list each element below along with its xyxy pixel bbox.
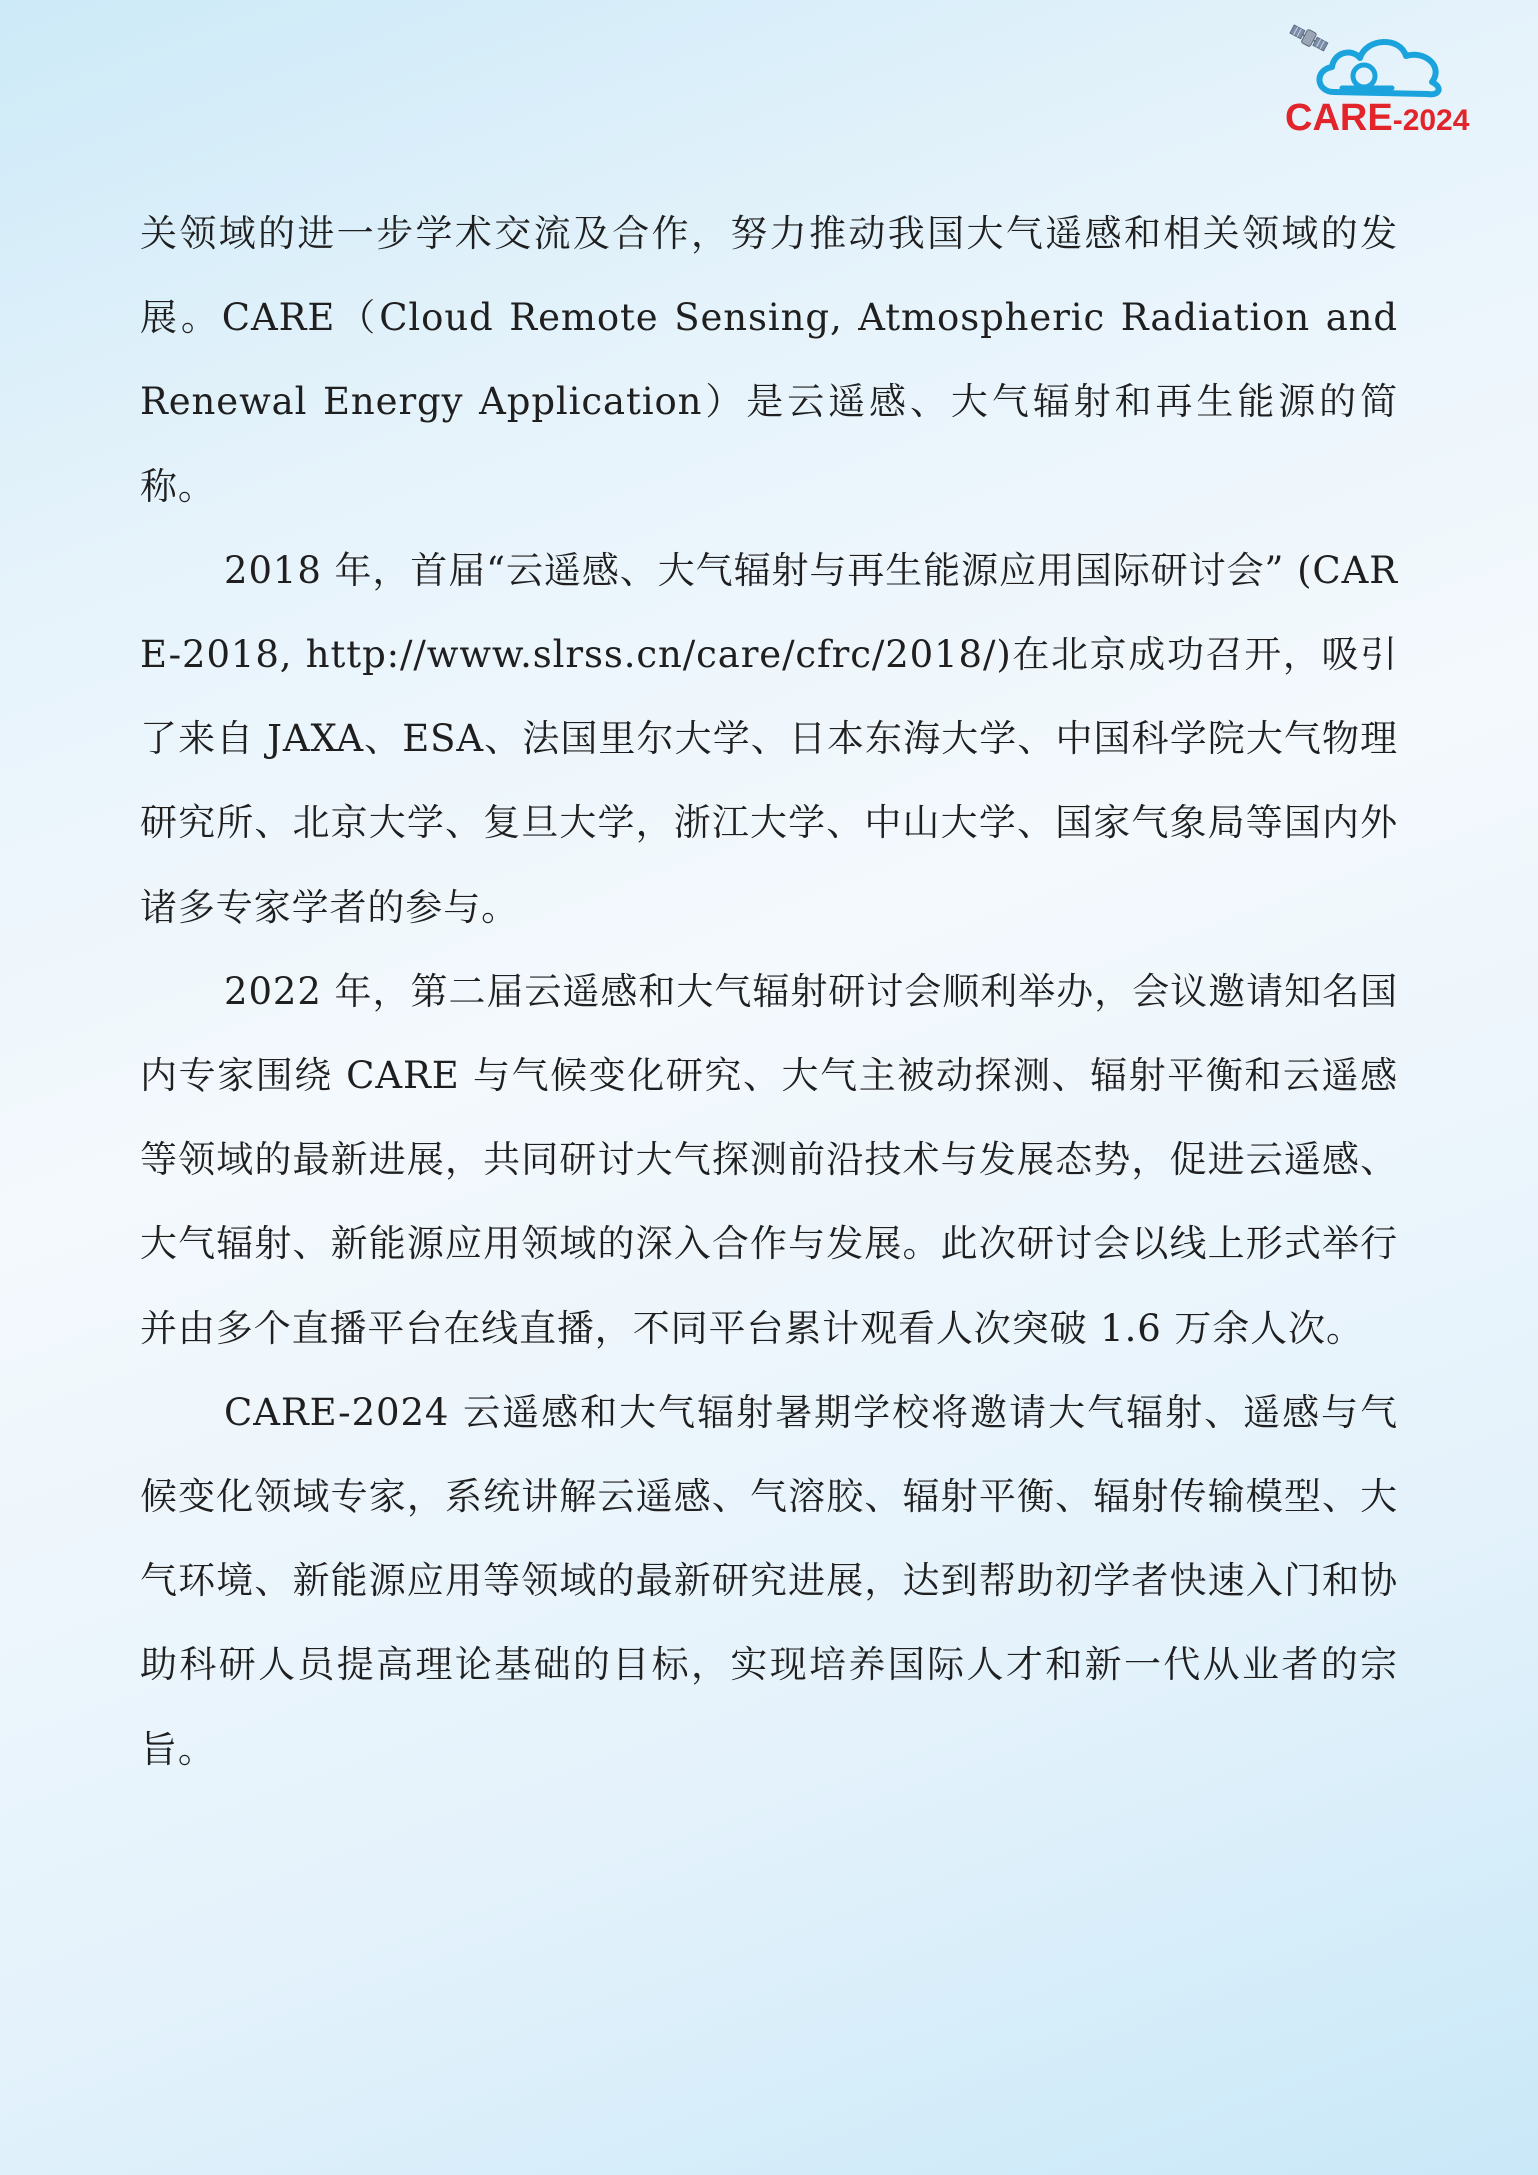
care-2024-logo <box>1282 22 1472 144</box>
cloud-icon <box>1319 42 1438 94</box>
satellite-cloud-graphic <box>1282 22 1472 102</box>
document-body <box>140 192 1398 1792</box>
paragraph-intro-continued: 关领域的进一步学术交流及合作，努力推动我国大气遥感和相关领域的发展。CARE（Cloud Remote Sensing, Atmospheric Radiation and Renewal Energy Application）是云遥感、大气辐射和再生能源的简称。 <box>140 212 1398 508</box>
logo-year: 2024 <box>1402 104 1470 137</box>
logo-dash: - <box>1392 104 1403 137</box>
satellite-icon <box>1289 22 1330 53</box>
logo-wordmark <box>1285 99 1475 137</box>
paragraph-care-2024: CARE-2024 云遥感和大气辐射暑期学校将邀请大气辐射、遥感与气候变化领域专家，系统讲解云遥感、气溶胶、辐射平衡、辐射传输模型、大气环境、新能源应用等领域的最新研究进展，达到帮助初学者快速入门和协助科研人员提高理论基础的目标，实现培养国际人才和新一代从业者的宗旨。 <box>140 1390 1398 1771</box>
paragraph-care-2018: 2018 年，首届“云遥感、大气辐射与再生能源应用国际研讨会” (CARE-2018, http://www.slrss.cn/care/cfrc/2018/)在北京成功召开，吸引了来自 JAXA、ESA、法国里尔大学、日本东海大学、中国科学院大气物理研究所、北京大学、复旦大学，浙江大学、中山大学、国家气象局等国内外诸多专家学者的参与。 <box>140 548 1398 929</box>
logo-brand: CARE <box>1285 97 1393 139</box>
paragraph-care-2022: 2022 年，第二届云遥感和大气辐射研讨会顺利举办，会议邀请知名国内专家围绕 CARE 与气候变化研究、大气主被动探测、辐射平衡和云遥感等领域的最新进展，共同研讨大气探测前沿技术与发展态势，促进云遥感、大气辐射、新能源应用领域的深入合作与发展。此次研讨会以线上形式举行并由多个直播平台在线直播，不同平台累计观看人次突破 1.6 万余人次。 <box>140 969 1398 1350</box>
